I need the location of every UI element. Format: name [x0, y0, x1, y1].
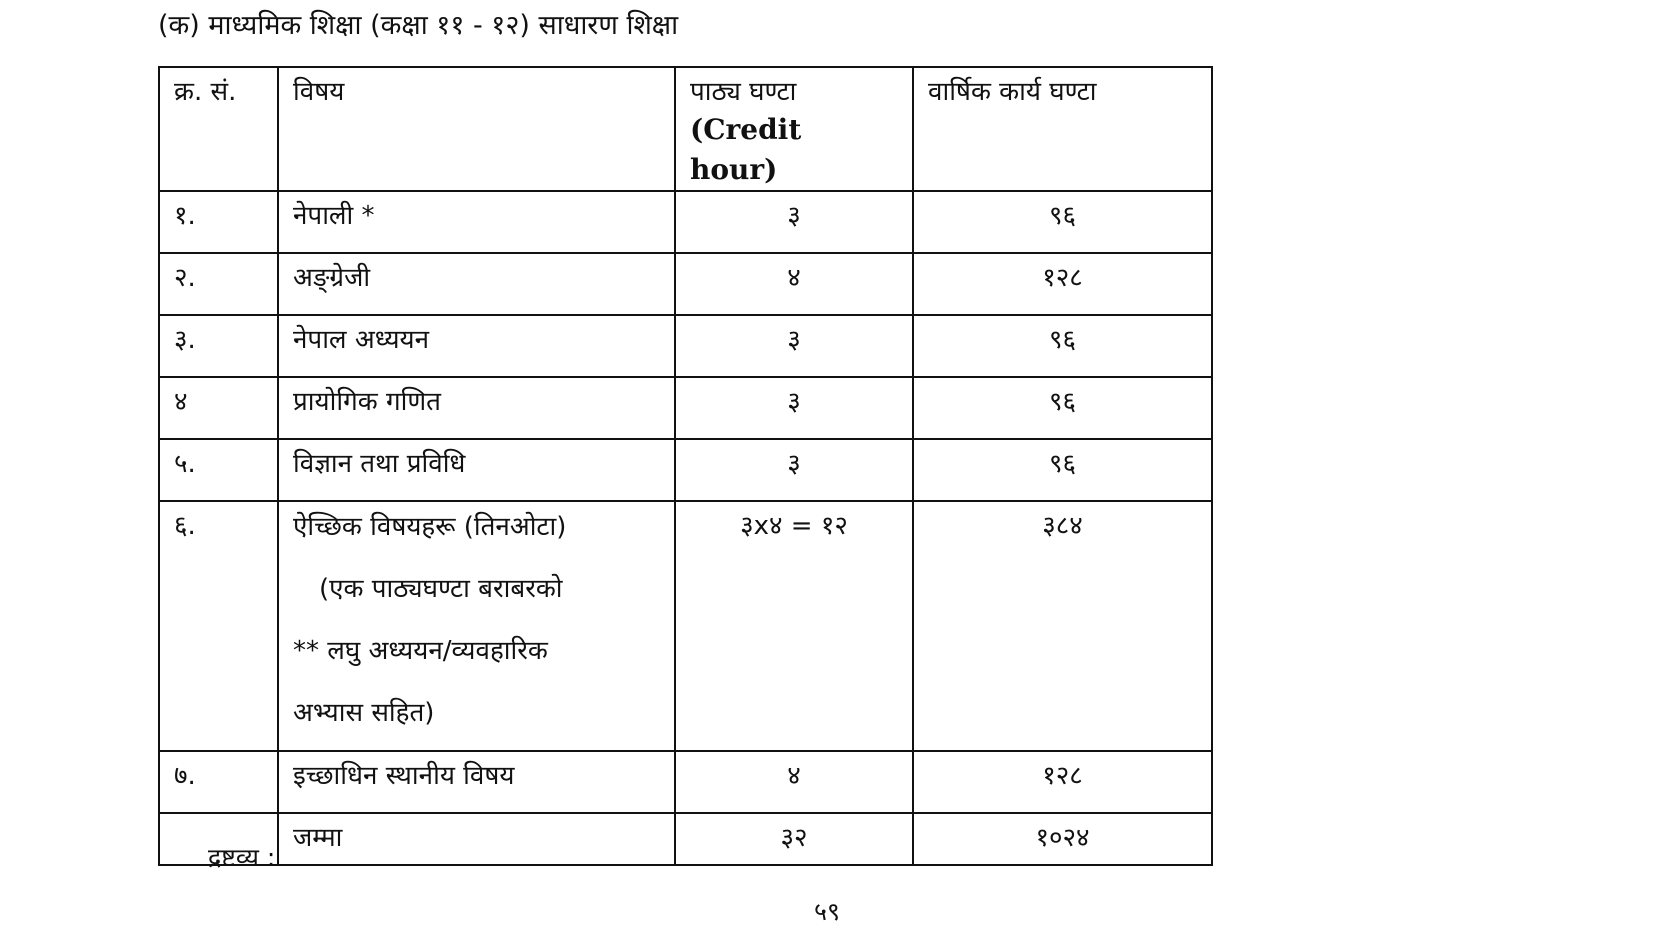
- header-credit-english: (Credit hour): [690, 113, 802, 186]
- row-annual: ३८४: [913, 501, 1212, 751]
- row-credit: ३: [675, 191, 913, 253]
- row-subject: अङ्ग्रेजी: [278, 253, 675, 315]
- note-label: द्रष्टव्य :: [208, 843, 276, 872]
- total-label: जम्मा: [278, 813, 675, 865]
- total-row: [159, 813, 1212, 865]
- row-subject: नेपाल अध्ययन: [278, 315, 675, 377]
- row-subject: इच्छाधिन स्थानीय विषय: [278, 751, 675, 813]
- subject-line: ** लघु अध्ययन/व्यवहारिक: [293, 636, 548, 666]
- total-annual: १०२४: [913, 813, 1212, 865]
- curriculum-table: [158, 66, 1213, 866]
- table-row: [159, 191, 1212, 253]
- table-row: [159, 439, 1212, 501]
- row-subject: विज्ञान तथा प्रविधि: [278, 439, 675, 501]
- row-serial: ३.: [159, 315, 278, 377]
- row-subject: प्रायोगिक गणित: [278, 377, 675, 439]
- row-serial: १.: [159, 191, 278, 253]
- header-credit: [675, 67, 913, 191]
- page-number: ५९: [813, 897, 840, 926]
- row-annual: ९६: [913, 439, 1212, 501]
- row-annual: ९६: [913, 191, 1212, 253]
- row-serial: ६.: [159, 501, 278, 751]
- page-heading: (क) माध्यमिक शिक्षा (कक्षा ११ - १२) साधारण शिक्षा: [158, 10, 679, 41]
- row-serial: २.: [159, 253, 278, 315]
- row-annual: ९६: [913, 315, 1212, 377]
- header-annual: वार्षिक कार्य घण्टा: [913, 67, 1212, 191]
- table-row: [159, 501, 1212, 751]
- row-credit: ३: [675, 377, 913, 439]
- row-credit: ४: [675, 751, 913, 813]
- header-credit-label: पाठ्य घण्टा: [690, 77, 797, 107]
- subject-line: अभ्यास सहित): [293, 698, 435, 728]
- table-row: [159, 377, 1212, 439]
- total-credit: ३२: [675, 813, 913, 865]
- subject-line: (एक पाठ्यघण्टा बराबरको: [319, 574, 563, 604]
- subject-line: ऐच्छिक विषयहरू (तिनओटा): [293, 512, 567, 542]
- row-serial: ७.: [159, 751, 278, 813]
- table-row: [159, 315, 1212, 377]
- row-annual: १२८: [913, 253, 1212, 315]
- header-serial: क्र. सं.: [159, 67, 278, 191]
- table-row: [159, 253, 1212, 315]
- table-row: [159, 751, 1212, 813]
- row-subject: [278, 501, 675, 751]
- row-serial: ४: [159, 377, 278, 439]
- row-credit: ३x४ = १२: [675, 501, 913, 751]
- row-annual: ९६: [913, 377, 1212, 439]
- row-credit: ३: [675, 439, 913, 501]
- row-credit: ४: [675, 253, 913, 315]
- row-subject: नेपाली *: [278, 191, 675, 253]
- table-header-row: [159, 67, 1212, 191]
- row-serial: ५.: [159, 439, 278, 501]
- header-subject: विषय: [278, 67, 675, 191]
- row-credit: ३: [675, 315, 913, 377]
- row-annual: १२८: [913, 751, 1212, 813]
